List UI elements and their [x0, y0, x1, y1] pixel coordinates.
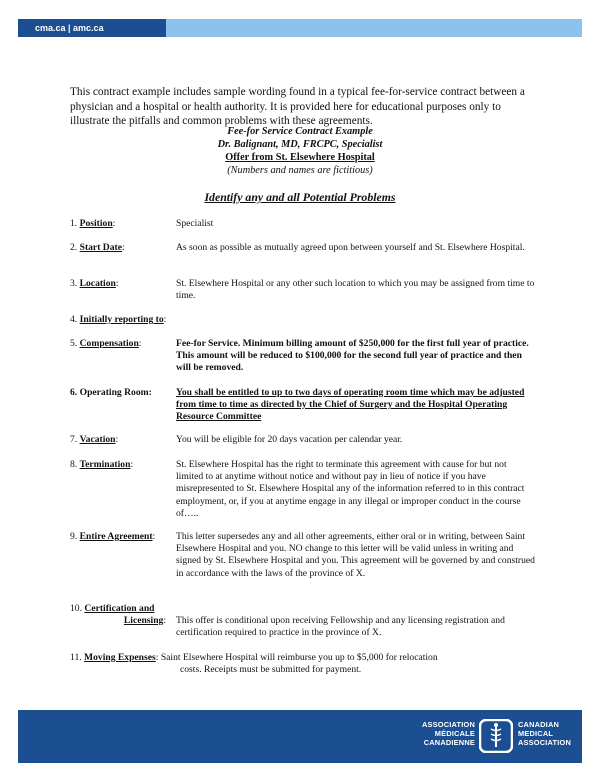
item-number: 9.	[70, 531, 78, 542]
item-label: Initially reporting to	[79, 314, 164, 325]
fictitious-note: (Numbers and names are fictitious)	[227, 165, 373, 176]
contract-title: Fee-for Service Contract Example	[227, 126, 373, 137]
item-number: 3.	[70, 278, 78, 289]
item-label: Start Date	[79, 242, 122, 253]
item-label: Moving Expenses	[84, 652, 156, 663]
item-label: Entire Agreement	[79, 531, 153, 542]
item-value: You shall be entitled to up to two days of operating room time which may be adjusted from time to time as directed by the Chief of Surgery and the Hospital Operating Resource Committee	[176, 387, 525, 423]
item-number: 2.	[70, 242, 78, 253]
item-label: Vacation	[79, 434, 116, 445]
header-accent	[166, 19, 582, 37]
association-name-fr: ASSOCIATION MÉDICALE CANADIENNE	[422, 720, 475, 747]
item-number: 6.	[70, 387, 78, 398]
item-value: This offer is conditional upon receiving Fellowship and any licensing registration and certification required to practice in the province of X.	[176, 615, 505, 639]
list-item: 11. Moving Expenses: Saint Elsewhere Hospital will reimburse you up to $5,000 for relocation costs. Receipts must be submitted for payment.	[70, 652, 540, 676]
item-number: 10.	[70, 603, 82, 614]
intro-paragraph: This contract example includes sample wording found in a typical fee-for-service contract between a physician and a hospital or health authority. It is provided here for educational purposes only to illustrate the pitfalls and common problems with these agreements.	[70, 86, 525, 127]
item-number: 1.	[70, 218, 78, 229]
item-value: St. Elsewhere Hospital has the right to terminate this agreement with cause for but not limited to at anytime without notice and without pay in lieu of notice if you have misrepresented to St. Elsewhere Hospital any of the information referred to in this contract employment, or, if you at anytime engage in any illegal or improper conduct in the course of…..	[176, 459, 525, 519]
item-value-continued: costs. Receipts must be submitted for payment.	[180, 664, 362, 676]
doctor-name: Dr. Balignant, MD, FRCPC, Specialist	[217, 139, 383, 150]
section-heading: Identify any and all Potential Problems	[204, 190, 396, 204]
item-label: Termination	[79, 459, 131, 470]
brand-links[interactable]: cma.ca | amc.ca	[18, 19, 166, 37]
item-value: This letter supersedes any and all other agreements, either oral or in writing, between Saint Elsewhere Hospital and you. NO change to this letter will be valid unless in writing and signed by St. Elsewhere Hospital and you. This agreement will be governed by and construed in accordance with the laws of the province of X.	[176, 531, 535, 579]
offer-line: Offer from St. Elsewhere Hospital	[225, 152, 375, 163]
item-value: As soon as possible as mutually agreed upon between yourself and St. Elsewhere Hospital.	[176, 242, 525, 253]
item-value: Saint Elsewhere Hospital will reimburse you up to $5,000 for relocation	[160, 652, 438, 663]
item-number: 7.	[70, 434, 78, 445]
header-bar	[18, 19, 582, 37]
caduceus-icon	[479, 719, 513, 753]
item-label: Certification and	[84, 603, 155, 614]
item-number: 5.	[70, 338, 78, 349]
item-number: 8.	[70, 459, 78, 470]
item-number: 4.	[70, 314, 78, 325]
item-value: Fee-for Service. Minimum billing amount of $250,000 for the first full year of practice. This amount will be reduced to $100,000 for the second full year of practice and then will be removed.	[176, 338, 529, 374]
item-label: Position	[79, 218, 113, 229]
item-label: Operating Room	[79, 387, 149, 398]
item-value: St. Elsewhere Hospital or any other such location to which you may be assigned from time to time.	[176, 278, 535, 302]
item-value: Specialist	[176, 218, 214, 229]
item-label: Location	[79, 278, 116, 289]
association-name-en: CANADIAN MEDICAL ASSOCIATION	[518, 720, 571, 747]
item-label: Compensation	[79, 338, 139, 349]
item-number: 11.	[70, 652, 82, 663]
item-value: You will be eligible for 20 days vacation per calendar year.	[176, 434, 403, 445]
footer-bar	[18, 710, 582, 763]
item-label-continued: Licensing	[123, 615, 164, 627]
